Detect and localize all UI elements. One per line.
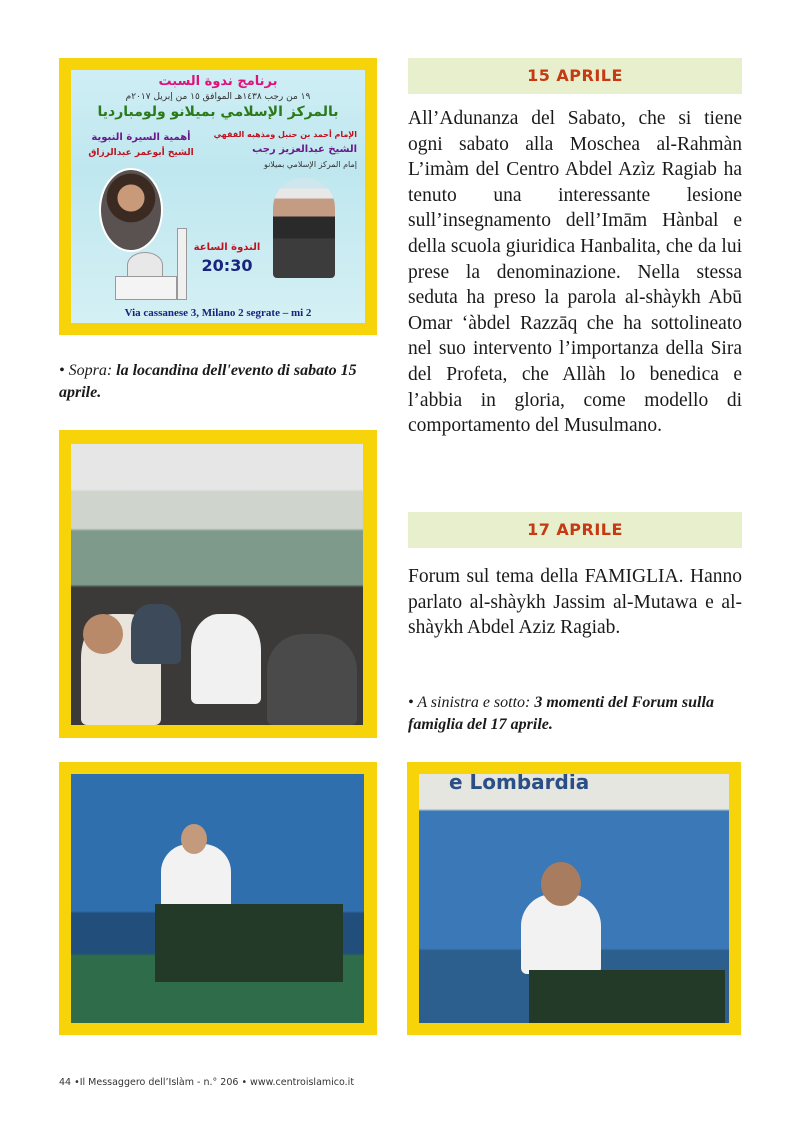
section-header-17-aprile: 17 APRILE [408, 512, 742, 548]
poster-organizer: بالمركز الإسلامي بميلانو ولومبارديا [97, 104, 339, 120]
poster-caption-text: la locandina dell'evento di sabato 15 aprile. [59, 362, 357, 401]
page-footer: 44 •Il Messaggero dell’Islàm - n.° 206 • www.centroislamico.it [59, 1077, 355, 1088]
imam-portrait [273, 178, 335, 278]
poster-imam-name: الشيخ عبدالعزيز رجب [252, 144, 357, 155]
poster-caption [59, 360, 377, 404]
forum-photo-speaker-2-frame [407, 762, 741, 1035]
poster-imam-role: إمام المركز الإسلامي بميلانو [263, 160, 357, 169]
forum-caption-lead: • A sinistra e sotto: [408, 694, 535, 711]
poster-guest-topic: أهمية السيرة النبوية [91, 132, 191, 143]
forum-photo-speaker-2 [419, 774, 729, 1023]
forum-caption [408, 692, 742, 736]
section-body-15-aprile: All’Adunanza del Sabato, che si tiene ogni sabato alla Moschea al-Rahmàn L’imàm del Centro Abdel Azìz Ragiab ha tenuto una interessante lesione sull’insegnamento dell’Imām Hànbal e della scuola giuridica Hanbalita, che da lui prese la denominazione. Nella stessa seduta ha preso la parola al-shàykh Abū Omar ‘àbdel Razzāq che ha sottolineato nel suo intervento l’importanza della Sira del Profeta, che Allàh lo benedica e l’abbia in gloria, come modello di comportamento del Musulmano. [408, 108, 742, 437]
forum-photo-speaker-1-frame [59, 762, 377, 1035]
section-header-15-aprile: 15 APRILE [408, 58, 742, 94]
forum-caption-text: 3 momenti del Forum sulla famiglia del 17 aprile. [408, 694, 714, 733]
poster-title: برنامج ندوة السبت [158, 74, 278, 89]
banner-text: e Lombardia [449, 774, 590, 794]
event-poster [71, 70, 365, 323]
poster-guest-name: الشيخ أبوعمر عبدالرزاق [88, 148, 194, 158]
forum-photo-speaker-1 [71, 774, 364, 1023]
poster-caption-lead: • Sopra: [59, 362, 117, 379]
event-poster-frame [59, 58, 377, 335]
poster-time: 20:30 [201, 256, 253, 275]
poster-address: Via cassanese 3, Milano 2 segrate – mi 2 [124, 307, 312, 319]
poster-date: ١٩ من رجب ١٤٣٨هـ الموافق ١٥ من إبريل ٢٠١٧م [125, 92, 311, 102]
section-body-17-aprile: Forum sul tema della FAMIGLIA. Hanno parlato al-shàykh Jassim al-Mutawa e al-shàykh Abdel Aziz Ragiab. [408, 566, 742, 639]
forum-photo-audience-frame [59, 430, 377, 738]
mosque-icon [105, 248, 195, 298]
poster-time-label: الندوة الساعة [193, 242, 261, 253]
guest-portrait [99, 168, 163, 252]
poster-imam-topic: الإمام أحمد بن حنبل ومذهبه الفقهي [213, 130, 357, 139]
forum-photo-audience [71, 444, 363, 725]
